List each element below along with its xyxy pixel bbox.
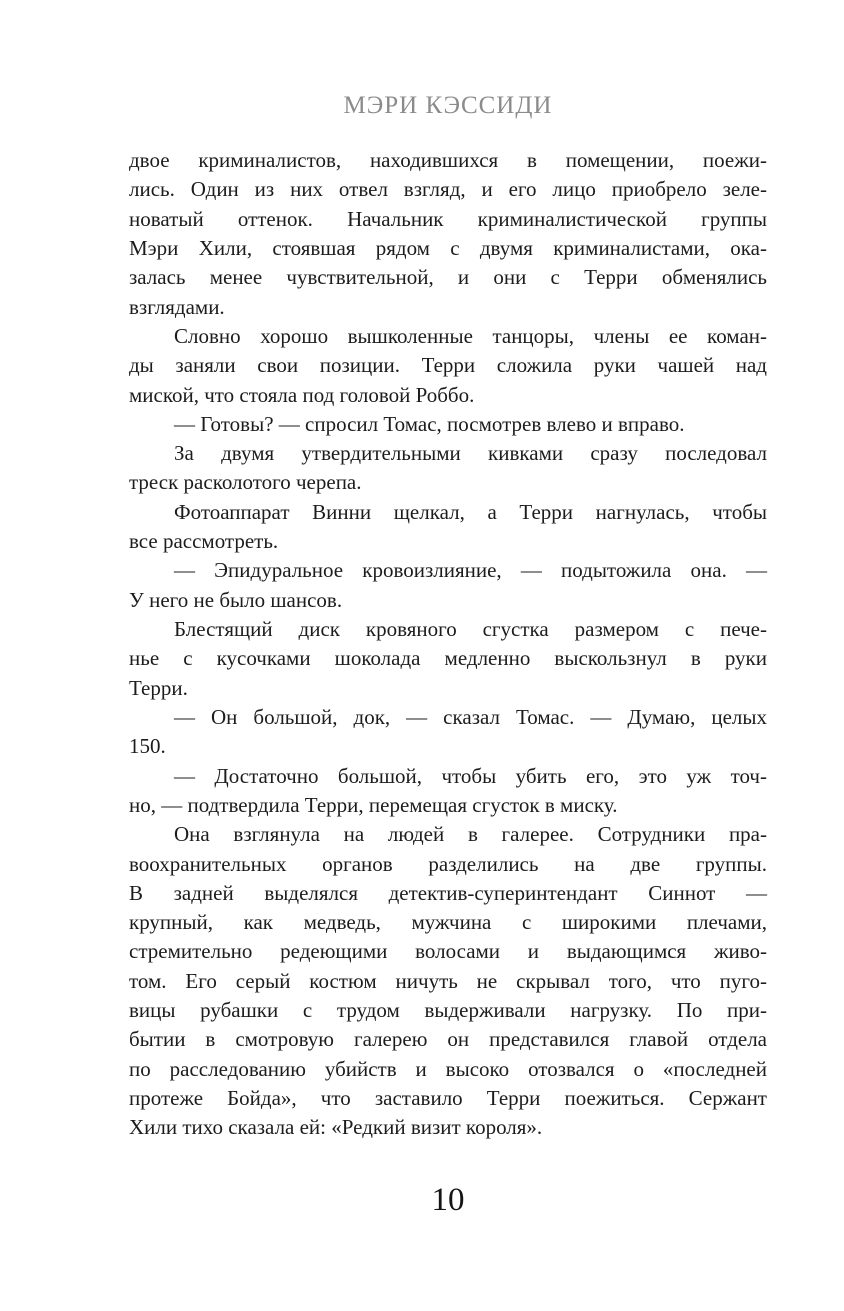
text-line: 150. xyxy=(129,734,166,759)
paragraph xyxy=(129,439,767,498)
text-line: залась менее чувствительной, и они с Терри обменялись xyxy=(129,265,767,290)
text-line: крупный, как медведь, мужчина с широкими плечами, xyxy=(129,910,767,935)
text-line: стремительно редеющими волосами и выдающимся живо- xyxy=(129,939,767,964)
paragraph xyxy=(129,146,767,322)
text-line: том. Его серый костюм ничуть не скрывал того, что пуго- xyxy=(129,968,767,993)
text-line: протеже Бойда», что заставило Терри поежиться. Сержант xyxy=(129,1086,767,1110)
text-line: все рассмотреть. xyxy=(129,529,279,554)
text-line: нье с кусочками шоколада медленно выскользнул в руки xyxy=(129,646,767,671)
paragraph xyxy=(129,498,767,557)
text-line: вицы рубашки с трудом выдерживали нагрузку. По при- xyxy=(129,998,767,1023)
text-line: по расследованию убийств и высоко отозвался о «последней xyxy=(129,1056,767,1081)
body-text xyxy=(129,146,767,1143)
text-line: За двумя утвердительными кивками сразу последовал xyxy=(174,441,767,466)
paragraph xyxy=(129,703,767,762)
text-line: Хили тихо сказала ей: «Редкий визит короля». xyxy=(129,1115,543,1140)
text-line: взглядами. xyxy=(129,294,225,319)
text-line: Блестящий диск кровяного сгустка размером с пече- xyxy=(174,617,767,641)
text-line: новатый оттенок. Начальник криминалистической группы xyxy=(129,206,767,231)
page-number: 10 xyxy=(431,1182,465,1218)
text-line: — Он большой, док, — сказал Томас. — Думаю, целых xyxy=(174,704,767,729)
text-line: воохранительных органов разделились на две группы. xyxy=(129,851,767,876)
paragraph xyxy=(129,410,767,439)
text-line: У него не было шансов. xyxy=(129,587,343,612)
text-line: Мэри Хили, стоявшая рядом с двумя криминалистами, ока- xyxy=(129,235,767,260)
text-line: лись. Один из них отвел взгляд, и его лицо приобрело зеле- xyxy=(129,177,767,202)
text-line: Терри. xyxy=(129,675,188,700)
paragraph xyxy=(129,615,767,703)
text-line: ды заняли свои позиции. Терри сложила руки чашей над xyxy=(129,353,767,378)
running-header: МЭРИ КЭССИДИ xyxy=(343,92,553,119)
text-line: бытии в смотровую галерею он представился главой отдела xyxy=(129,1027,767,1052)
paragraph xyxy=(129,322,767,410)
paragraph xyxy=(129,762,767,821)
text-line: миской, что стояла под головой Роббо. xyxy=(129,382,475,407)
paragraph xyxy=(129,820,767,1142)
text-line: но, — подтвердила Терри, перемещая сгусток в миску. xyxy=(129,792,618,817)
text-line: В задней выделялся детектив-суперинтендант Синнот — xyxy=(129,880,767,905)
text-line: Фотоаппарат Винни щелкал, а Терри нагнулась, чтобы xyxy=(174,499,767,524)
text-line: — Достаточно большой, чтобы убить его, это уж точ- xyxy=(174,763,767,788)
paragraph xyxy=(129,556,767,615)
text-line: Словно хорошо вышколенные танцоры, члены ее коман- xyxy=(174,323,767,348)
text-line: треск расколотого черепа. xyxy=(129,470,362,495)
text-line: двое криминалистов, находившихся в помещении, поежи- xyxy=(129,148,767,172)
text-line: — Готовы? — спросил Томас, посмотрев влево и вправо. xyxy=(174,411,685,436)
text-line: — Эпидуральное кровоизлияние, — подытожила она. — xyxy=(174,558,767,583)
text-line: Она взглянула на людей в галерее. Сотрудники пра- xyxy=(174,822,767,847)
